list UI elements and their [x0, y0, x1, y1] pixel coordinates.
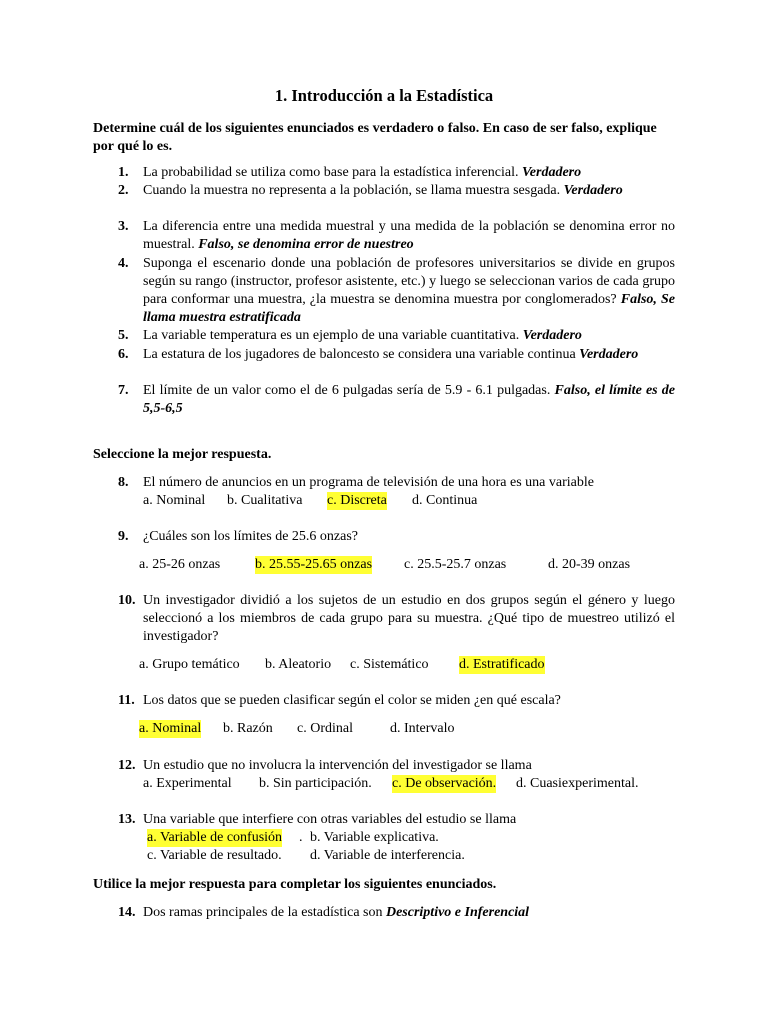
item-number: 5. [118, 328, 129, 343]
item-number: 6. [118, 347, 129, 362]
item-answer: Falso, el límite es de 5,5-6,5 [143, 383, 675, 416]
option-a-selected: a. Variable de confusión [147, 830, 283, 845]
option-b: b. Aleatorio [265, 657, 332, 672]
option-b: b. Sin participación. [259, 776, 372, 791]
item-text: Suponga el escenario donde una población de profesores universitarios se divide en grupos según su rango (instructor, profesor asistente, etc.) y luego se seleccionan varios de cada grupo para conformar una muestra, ¿la muestra se denomina muestra por conglomerados? [143, 256, 675, 307]
item-answer: Falso, Se llama muestra estratificada [143, 292, 676, 325]
option-d: d. Intervalo [390, 721, 455, 736]
list-item [118, 164, 675, 182]
item-text: Cuando la muestra no representa a la población, se llama muestra sesgada. [143, 183, 561, 198]
section1-instruction: Determine cuál de los siguientes enunciados es verdadero o falso. En caso de ser falso, explique por qué lo es. [93, 121, 657, 154]
item-number: 4. [118, 256, 129, 271]
option-a-period: . [299, 830, 303, 845]
list-item [118, 346, 675, 364]
question-8 [118, 474, 675, 492]
question-10 [118, 592, 675, 646]
item-text: La diferencia entre una medida muestral y una medida de la población se denomina error no muestral. [143, 219, 675, 252]
item-answer: Verdadero [579, 347, 639, 362]
question-number: 11. [118, 693, 135, 708]
item-text: El límite de un valor como el de 6 pulgadas sería de 5.9 - 6.1 pulgadas. [143, 383, 551, 398]
option-c: c. Ordinal [297, 721, 353, 736]
item-text: La estatura de los jugadores de baloncesto se considera una variable continua [143, 347, 576, 362]
question-number: 12. [118, 758, 136, 773]
question-number: 14. [118, 905, 136, 920]
question-9 [118, 528, 675, 546]
question-12 [118, 757, 675, 775]
question-text: Los datos que se pueden clasificar según el color se miden ¿en qué escala? [143, 693, 561, 708]
question-number: 13. [118, 812, 136, 827]
question-11 [118, 692, 675, 710]
item-number: 1. [118, 165, 129, 180]
item-answer: Falso, se denomina error de nuestreo [198, 237, 414, 252]
option-d: d. Variable de interferencia. [310, 848, 465, 863]
option-d-selected: d. Estratificado [459, 657, 545, 672]
list-item [118, 327, 675, 345]
item-number: 3. [118, 219, 129, 234]
list-item [118, 382, 675, 418]
option-c: c. Sistemático [350, 657, 429, 672]
item-answer: Verdadero [522, 328, 582, 343]
question-14 [118, 904, 675, 922]
question-number: 9. [118, 529, 129, 544]
option-a-selected: a. Nominal [139, 721, 202, 736]
section2-instruction: Seleccione la mejor respuesta. [93, 447, 272, 462]
list-item [118, 182, 675, 200]
question-text: El número de anuncios en un programa de televisión de una hora es una variable [143, 475, 594, 490]
item-answer: Verdadero [522, 165, 582, 180]
list-item [118, 218, 675, 254]
question-answer: Descriptivo e Inferencial [385, 905, 530, 920]
option-c-selected: c. De observación. [392, 776, 497, 791]
option-a: a. Experimental [143, 776, 232, 791]
page-title: 1. Introducción a la Estadística [274, 86, 494, 105]
item-answer: Verdadero [563, 183, 623, 198]
item-number: 2. [118, 183, 129, 198]
question-13 [118, 811, 675, 829]
question-text: ¿Cuáles son los límites de 25.6 onzas? [143, 529, 359, 544]
option-b: b. Razón [223, 721, 273, 736]
question-text: Un investigador dividió a los sujetos de un estudio en dos grupos según el género y luego seleccionó a los miembros de cada grupo para su muestra. ¿Qué tipo de muestreo utilizó el investigador? [143, 593, 675, 644]
question-text: Dos ramas principales de la estadística son [143, 905, 383, 920]
option-d: d. Cuasiexperimental. [516, 776, 639, 791]
option-a: a. Grupo temático [139, 657, 240, 672]
item-text: La variable temperatura es un ejemplo de una variable cuantitativa. [143, 328, 520, 343]
question-text: Una variable que interfiere con otras variables del estudio se llama [143, 812, 517, 827]
option-a: a. 25-26 onzas [139, 557, 221, 572]
option-a: a. Nominal [143, 493, 206, 508]
option-b: b. Cualitativa [227, 493, 303, 508]
option-d: d. Continua [412, 493, 478, 508]
option-c-selected: c. Discreta [327, 493, 387, 508]
section3-instruction: Utilice la mejor respuesta para completar los siguientes enunciados. [93, 877, 497, 892]
question-text: Un estudio que no involucra la intervención del investigador se llama [143, 758, 532, 773]
option-d: d. 20-39 onzas [548, 557, 631, 572]
option-c: c. Variable de resultado. [147, 848, 282, 863]
list-item [118, 255, 675, 327]
question-number: 8. [118, 475, 129, 490]
option-b-selected: b. 25.55-25.65 onzas [255, 557, 373, 572]
option-b: b. Variable explicativa. [310, 830, 439, 845]
item-number: 7. [118, 383, 129, 398]
item-text: La probabilidad se utiliza como base para la estadística inferencial. [143, 165, 519, 180]
option-c: c. 25.5-25.7 onzas [404, 557, 507, 572]
question-number: 10. [118, 593, 136, 608]
